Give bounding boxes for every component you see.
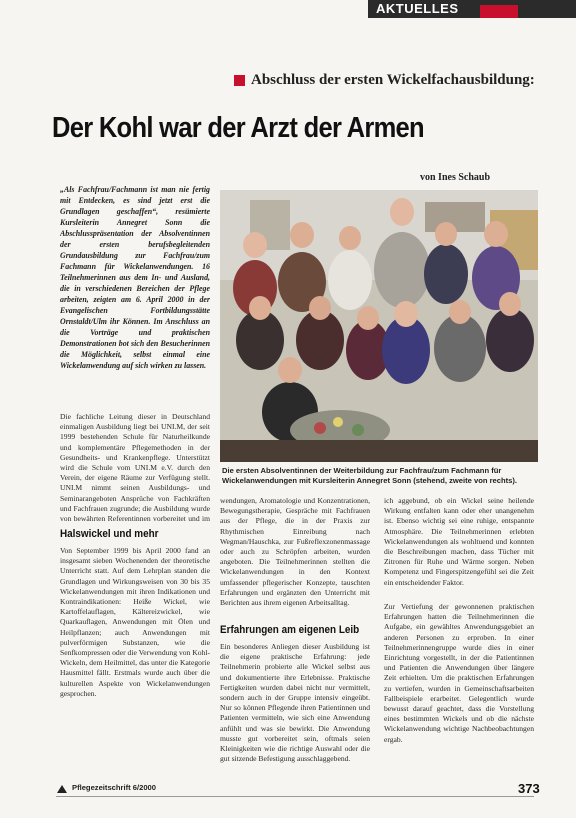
byline: von Ines Schaub <box>420 172 491 183</box>
footer-journal: Pflegezeitschrift 6/2000 <box>72 783 156 792</box>
col1-paragraph-2: Von September 1999 bis April 2000 fand an insgesamt sieben Wochenenden der theoretische Unterricht statt. Auf dem Lehrplan standen die Grundlagen und Wirkungsweisen von 30 bis 35 Wickelanwendungen mit ihren Indikationen und Kontraindikationen: Heiße Wickel, wie Kartoffelauflagen, Kältereizwickel, wie Quarkauflagen, Anwendungen mit Ölen und Heilpflanzen; auch Anwendungen mit pulverförmigen Substanzen, wie die Senfkompressen oder die Verwendung von Kohl-Wickeln, dem Heilmittel, das unter die Kategorie Hausmittel fällt. Erstmals wurde auch über die kulturellen Aspekte von Wickelanwendungen gesprochen. <box>60 546 210 698</box>
col3-paragraph-1: ich aggebund, ob ein Wickel seine heilende Wirkung entfalten kann oder eher unangenehm ist. Ebenso wichtig sei eine ruhige, entspannte Atmosphäre. Die Teilnehmerinnen erlebten Wickelanwendungen als wohltuend und konnten die Beschreibungen machen, dass Tücher mit Zitronen für Ruhe und Wärme sorgen. Neben Kompetenz und Fingerspitzengefühl sei die Zeit ein entscheidender Faktor. <box>384 496 534 587</box>
col3-paragraph-2: Zur Vertiefung der gewonnenen praktischen Erfahrungen hatten die Teilnehmerinnen die Aufgabe, ein gewähltes Anwendungsgebiet an anderen Personen zu erproben. In einer Teilnehmerinnengruppe wurde dies in einer Einrichtung vorgestellt, in der die Patientinnen und Patienten die Anwendungen über längere Zeit erhielten. Um die praktischen Erfahrungen zu vertiefen, wurden in Gemeinschaftsarbeiten Fallbeispiele erarbeitet. Gelegentlich wurde bewusst darauf geachtet, dass die Vorstellung eines bestimmten Wickels und ob die nächste Wickelanwendung wichtige Nachbeobachtungen ergab. <box>384 602 534 744</box>
subhead-erfahrungen: Erfahrungen am eigenen Leib <box>220 624 360 636</box>
page-number: 373 <box>518 781 540 796</box>
subhead-halswickel: Halswickel und mehr <box>60 528 159 540</box>
group-photo-image <box>220 190 538 462</box>
kicker <box>234 70 535 90</box>
footer-rule <box>56 796 534 797</box>
kicker-text: Abschluss der ersten Wickelfachausbildung: <box>251 71 535 88</box>
col2-paragraph-2: Ein besonderes Anliegen dieser Ausbildung ist die eigene praktische Erfahrung: jede Teilnehmerin probierte alle Wickel selbst aus und dokumentierte ihre Erlebnisse. Praktische Fertigkeiten wurden dabei nicht nur vermittelt, sondern auch in der Gruppe intensiv eingeübt. Nur so können Pflegende ihren Patientinnen und Patienten vermitteln, wie sich eine Anwendung anfühlt und was sie bewirkt. Die Anwendung musste gut vorbereitet sein, oftmals seien Kleinigkeiten wie die richtige Auswahl oder die gut sitzende Befestigung ausschlaggebend. <box>220 642 370 764</box>
col2-paragraph-1: wendungen, Aromatologie und Konzentrationen, Bewegungstherapie, Gespräche mit Fachfrauen aus der Pflege, die in der Praxis zur Rhythmischen Einreibung nach Wegman/Hauschka, zur Fußreflexzonenmassage oder auch zu Schröpfen arbeiten, wurden angeboten. Die Teilnehmerinnen stellten die Wickelanwendungen in den Kontext umfassender pflegerischer Konzepte, tauschten Erfahrungen und ergänzten den Unterricht mit Berichten aus ihrem eigenen Arbeitsalltag. <box>220 496 370 608</box>
group-photo <box>220 190 538 462</box>
kicker-square-icon <box>234 75 245 86</box>
col1-paragraph-1: Die fachliche Leitung dieser in Deutschland einmaligen Ausbildung liegt bei UNI.M, der seit 1999 bestehenden Schule für Naturheilkunde und komplementäre Pflegemethoden in der Gesundheits- und Krankenpflege. Unterstützt wird die Schule vom UNI.M e.V. durch den Verein, der eigene Räume zur Verfügung stellt. UNI.M nimmt seinen Ausbildungs- und Seminarangeboten Ansprüche von Fachkräften und Fachfrauen zugrunde; die Ausbildung wurde von bewährten Referentinnen vorbereitet und im <box>60 412 210 524</box>
headline: Der Kohl war der Arzt der Armen <box>52 112 424 144</box>
journal-logo-icon <box>56 784 68 794</box>
section-rubric-label: AKTUELLES <box>376 1 459 16</box>
section-rubric-accent <box>480 5 518 18</box>
intro-paragraph: „Als Fachfrau/Fachmann ist man nie fertig mit Entdecken, es sind jetzt erst die Grundlagen geschaffen“, resümierte Kursleiterin Annegret Sonn die Abschlusspräsentation der Absolventinnen der ersten berufsbegleitenden Grundausbildung zur Fachfrau/zum Fachmann für Wickelanwendungen. 16 Teilnehmerinnen aus dem In- und Ausland, die in verschiedenen Bereichen der Pflege arbeiten, zeigten am 6. April 2000 in der Evangelischen Fortbildungsstätte Ornstaldt/Ulm ihr Können. Im Anschluss an die Vorträge und praktischen Demonstrationen bot sich den Besucherinnen die Möglichkeit, selbst einmal eine Wickelanwendung auf sich wirken zu lassen. <box>60 185 210 370</box>
photo-caption: Die ersten Absolventinnen der Weiterbildung zur Fachfrau/zum Fachmann für Wickelanwendungen mit Kursleiterin Annegret Sonn (stehend, zweite von rechts). <box>222 466 518 485</box>
